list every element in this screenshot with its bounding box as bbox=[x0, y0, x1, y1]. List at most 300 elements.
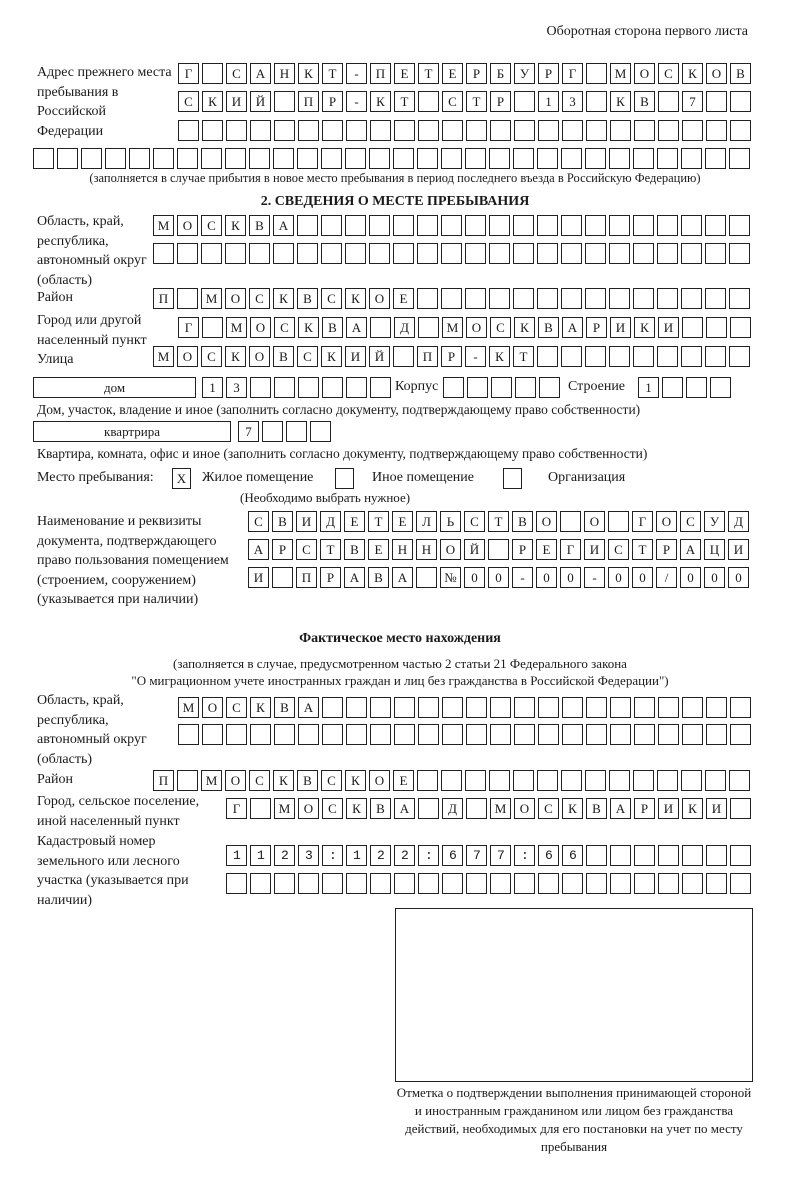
char-cell[interactable]: К bbox=[346, 798, 367, 819]
char-cell[interactable]: П bbox=[296, 567, 317, 588]
char-cell[interactable]: - bbox=[346, 63, 367, 84]
char-cell[interactable] bbox=[513, 148, 534, 169]
char-cell[interactable] bbox=[441, 288, 462, 309]
char-cell[interactable]: А bbox=[273, 215, 294, 236]
char-cell[interactable]: М bbox=[274, 798, 295, 819]
char-cell[interactable] bbox=[345, 243, 366, 264]
char-cell[interactable] bbox=[226, 120, 247, 141]
char-cell[interactable] bbox=[394, 120, 415, 141]
char-cell[interactable] bbox=[274, 120, 295, 141]
char-cell[interactable] bbox=[682, 697, 703, 718]
char-cell[interactable]: С bbox=[464, 511, 485, 532]
char-cell[interactable] bbox=[321, 215, 342, 236]
char-cell[interactable]: И bbox=[248, 567, 269, 588]
char-cell[interactable] bbox=[394, 845, 415, 866]
char-cell[interactable] bbox=[370, 317, 391, 338]
char-cell[interactable] bbox=[490, 873, 511, 894]
char-cell[interactable] bbox=[249, 148, 270, 169]
char-cell[interactable] bbox=[706, 120, 727, 141]
char-cell[interactable] bbox=[417, 288, 438, 309]
char-cell[interactable] bbox=[346, 377, 367, 398]
char-cell[interactable]: И bbox=[226, 91, 247, 112]
char-cell[interactable]: Ц bbox=[704, 539, 725, 560]
char-cell[interactable] bbox=[443, 377, 464, 398]
char-cell[interactable]: Д bbox=[728, 511, 749, 532]
char-cell[interactable] bbox=[560, 511, 581, 532]
char-cell[interactable] bbox=[465, 243, 486, 264]
char-cell[interactable]: К bbox=[345, 770, 366, 791]
char-cell[interactable]: О bbox=[225, 288, 246, 309]
char-cell[interactable] bbox=[634, 724, 655, 745]
char-cell[interactable]: С bbox=[201, 346, 222, 367]
char-cell[interactable]: С bbox=[322, 798, 343, 819]
char-cell[interactable] bbox=[658, 845, 679, 866]
char-cell[interactable] bbox=[202, 63, 223, 84]
char-cell[interactable] bbox=[633, 148, 654, 169]
char-cell[interactable]: К bbox=[225, 215, 246, 236]
char-cell[interactable]: Д bbox=[320, 511, 341, 532]
char-cell[interactable]: О bbox=[202, 697, 223, 718]
char-cell[interactable]: Г bbox=[178, 63, 199, 84]
char-cell[interactable]: Т bbox=[488, 511, 509, 532]
char-cell[interactable]: Е bbox=[442, 63, 463, 84]
char-cell[interactable]: С bbox=[297, 346, 318, 367]
char-cell[interactable] bbox=[489, 770, 510, 791]
char-cell[interactable] bbox=[634, 697, 655, 718]
char-cell[interactable]: О bbox=[298, 798, 319, 819]
char-cell[interactable] bbox=[706, 724, 727, 745]
char-cell[interactable]: К bbox=[562, 798, 583, 819]
char-cell[interactable] bbox=[609, 243, 630, 264]
char-cell[interactable]: М bbox=[226, 317, 247, 338]
char-cell[interactable]: Т bbox=[394, 91, 415, 112]
char-cell[interactable]: О bbox=[440, 539, 461, 560]
char-cell[interactable] bbox=[416, 567, 437, 588]
char-cell[interactable]: Т bbox=[466, 91, 487, 112]
char-cell[interactable] bbox=[467, 377, 488, 398]
char-cell[interactable] bbox=[488, 539, 509, 560]
char-cell[interactable]: С bbox=[658, 63, 679, 84]
char-cell[interactable] bbox=[250, 873, 271, 894]
char-cell[interactable]: С bbox=[249, 288, 270, 309]
char-cell[interactable] bbox=[537, 243, 558, 264]
char-cell[interactable]: С bbox=[249, 770, 270, 791]
char-cell[interactable]: Т bbox=[368, 511, 389, 532]
char-cell[interactable] bbox=[634, 845, 655, 866]
char-cell[interactable] bbox=[681, 288, 702, 309]
char-cell[interactable]: М bbox=[153, 346, 174, 367]
char-cell[interactable]: Е bbox=[393, 770, 414, 791]
char-cell[interactable]: Е bbox=[344, 511, 365, 532]
char-cell[interactable]: О bbox=[250, 317, 271, 338]
char-cell[interactable] bbox=[393, 215, 414, 236]
char-cell[interactable]: Р bbox=[272, 539, 293, 560]
char-cell[interactable]: Д bbox=[442, 798, 463, 819]
char-cell[interactable]: Й bbox=[369, 346, 390, 367]
char-cell[interactable] bbox=[730, 798, 751, 819]
char-cell[interactable] bbox=[417, 243, 438, 264]
char-cell[interactable] bbox=[706, 873, 727, 894]
char-cell[interactable] bbox=[681, 346, 702, 367]
char-cell[interactable]: Р bbox=[586, 317, 607, 338]
char-cell[interactable] bbox=[466, 697, 487, 718]
char-cell[interactable] bbox=[274, 724, 295, 745]
char-cell[interactable] bbox=[418, 724, 439, 745]
char-cell[interactable] bbox=[298, 377, 319, 398]
char-cell[interactable]: М bbox=[442, 317, 463, 338]
char-cell[interactable] bbox=[608, 511, 629, 532]
char-cell[interactable] bbox=[273, 148, 294, 169]
char-cell[interactable] bbox=[537, 288, 558, 309]
char-cell[interactable]: Г bbox=[632, 511, 653, 532]
char-cell[interactable] bbox=[562, 724, 583, 745]
char-cell[interactable]: Р bbox=[538, 63, 559, 84]
char-cell[interactable] bbox=[490, 724, 511, 745]
char-cell[interactable]: Й bbox=[250, 91, 271, 112]
char-cell[interactable]: Е bbox=[394, 63, 415, 84]
char-cell[interactable]: М bbox=[153, 215, 174, 236]
char-cell[interactable] bbox=[250, 798, 271, 819]
char-cell[interactable]: О bbox=[225, 770, 246, 791]
char-cell[interactable] bbox=[489, 288, 510, 309]
char-cell[interactable]: В bbox=[634, 91, 655, 112]
char-cell[interactable] bbox=[537, 770, 558, 791]
char-cell[interactable] bbox=[466, 845, 487, 866]
char-cell[interactable] bbox=[657, 148, 678, 169]
char-cell[interactable] bbox=[610, 120, 631, 141]
char-cell[interactable] bbox=[586, 873, 607, 894]
char-cell[interactable] bbox=[490, 845, 511, 866]
char-cell[interactable] bbox=[730, 317, 751, 338]
char-cell[interactable] bbox=[658, 724, 679, 745]
char-cell[interactable]: С bbox=[321, 288, 342, 309]
char-cell[interactable]: Н bbox=[274, 63, 295, 84]
char-cell[interactable] bbox=[539, 377, 560, 398]
char-cell[interactable] bbox=[369, 215, 390, 236]
char-cell[interactable] bbox=[657, 243, 678, 264]
char-cell[interactable] bbox=[729, 243, 750, 264]
char-cell[interactable]: О bbox=[249, 346, 270, 367]
char-cell[interactable]: Р bbox=[634, 798, 655, 819]
char-cell[interactable] bbox=[297, 148, 318, 169]
char-cell[interactable] bbox=[274, 377, 295, 398]
char-cell[interactable] bbox=[418, 873, 439, 894]
char-cell[interactable] bbox=[513, 243, 534, 264]
char-cell[interactable] bbox=[705, 148, 726, 169]
char-cell[interactable] bbox=[418, 798, 439, 819]
char-cell[interactable]: 0 bbox=[632, 567, 653, 588]
char-cell[interactable]: В bbox=[273, 346, 294, 367]
char-cell[interactable]: С bbox=[680, 511, 701, 532]
char-cell[interactable]: Р bbox=[466, 63, 487, 84]
char-cell[interactable] bbox=[298, 724, 319, 745]
char-cell[interactable]: 0 bbox=[704, 567, 725, 588]
char-cell[interactable]: О bbox=[656, 511, 677, 532]
char-cell[interactable]: В bbox=[538, 317, 559, 338]
char-cell[interactable]: Г bbox=[562, 63, 583, 84]
char-cell[interactable] bbox=[322, 120, 343, 141]
char-cell[interactable] bbox=[706, 697, 727, 718]
char-cell[interactable]: - bbox=[584, 567, 605, 588]
char-cell[interactable] bbox=[202, 317, 223, 338]
char-cell[interactable]: А bbox=[344, 567, 365, 588]
char-cell[interactable] bbox=[729, 346, 750, 367]
char-cell[interactable] bbox=[272, 567, 293, 588]
char-cell[interactable] bbox=[682, 317, 703, 338]
char-cell[interactable] bbox=[153, 148, 174, 169]
char-cell[interactable]: П bbox=[153, 770, 174, 791]
char-cell[interactable] bbox=[442, 873, 463, 894]
char-cell[interactable]: Р bbox=[441, 346, 462, 367]
char-cell[interactable] bbox=[393, 148, 414, 169]
char-cell[interactable] bbox=[298, 120, 319, 141]
char-cell[interactable]: 0 bbox=[560, 567, 581, 588]
char-cell[interactable]: Г bbox=[226, 798, 247, 819]
char-cell[interactable] bbox=[466, 120, 487, 141]
char-cell[interactable]: В bbox=[368, 567, 389, 588]
char-cell[interactable] bbox=[514, 91, 535, 112]
char-cell[interactable] bbox=[633, 770, 654, 791]
char-cell[interactable]: О bbox=[177, 215, 198, 236]
char-cell[interactable] bbox=[250, 377, 271, 398]
char-cell[interactable]: К bbox=[273, 770, 294, 791]
char-cell[interactable] bbox=[370, 845, 391, 866]
char-cell[interactable] bbox=[274, 91, 295, 112]
char-cell[interactable]: 1 bbox=[202, 377, 223, 398]
char-cell[interactable]: Р bbox=[322, 91, 343, 112]
char-cell[interactable]: О bbox=[369, 288, 390, 309]
char-cell[interactable] bbox=[586, 845, 607, 866]
char-cell[interactable] bbox=[489, 243, 510, 264]
char-cell[interactable]: П bbox=[153, 288, 174, 309]
char-cell[interactable]: Е bbox=[392, 511, 413, 532]
char-cell[interactable]: С bbox=[226, 63, 247, 84]
char-cell[interactable] bbox=[178, 724, 199, 745]
char-cell[interactable]: С bbox=[274, 317, 295, 338]
char-cell[interactable] bbox=[610, 873, 631, 894]
char-cell[interactable]: 0 bbox=[728, 567, 749, 588]
char-cell[interactable]: А bbox=[392, 567, 413, 588]
char-cell[interactable] bbox=[586, 120, 607, 141]
char-cell[interactable] bbox=[609, 346, 630, 367]
char-cell[interactable]: 7 bbox=[238, 421, 259, 442]
char-cell[interactable] bbox=[370, 120, 391, 141]
char-cell[interactable]: - bbox=[346, 91, 367, 112]
char-cell[interactable] bbox=[513, 215, 534, 236]
char-cell[interactable] bbox=[658, 120, 679, 141]
char-cell[interactable] bbox=[585, 243, 606, 264]
char-cell[interactable]: К bbox=[345, 288, 366, 309]
char-cell[interactable] bbox=[633, 215, 654, 236]
char-cell[interactable]: А bbox=[680, 539, 701, 560]
stay-option-residential-checkbox[interactable]: X bbox=[172, 468, 191, 489]
char-cell[interactable]: Т bbox=[632, 539, 653, 560]
char-cell[interactable]: А bbox=[562, 317, 583, 338]
char-cell[interactable] bbox=[286, 421, 307, 442]
char-cell[interactable]: К bbox=[202, 91, 223, 112]
char-cell[interactable] bbox=[658, 91, 679, 112]
char-cell[interactable] bbox=[729, 215, 750, 236]
char-cell[interactable] bbox=[250, 845, 271, 866]
char-cell[interactable]: Р bbox=[656, 539, 677, 560]
char-cell[interactable]: 0 bbox=[536, 567, 557, 588]
char-cell[interactable] bbox=[634, 873, 655, 894]
char-cell[interactable]: 1 bbox=[538, 91, 559, 112]
char-cell[interactable] bbox=[561, 148, 582, 169]
char-cell[interactable]: А bbox=[248, 539, 269, 560]
char-cell[interactable] bbox=[609, 148, 630, 169]
char-cell[interactable] bbox=[537, 215, 558, 236]
char-cell[interactable] bbox=[706, 91, 727, 112]
char-cell[interactable] bbox=[418, 120, 439, 141]
char-cell[interactable] bbox=[633, 346, 654, 367]
char-cell[interactable]: К bbox=[610, 91, 631, 112]
char-cell[interactable] bbox=[585, 215, 606, 236]
char-cell[interactable] bbox=[226, 873, 247, 894]
char-cell[interactable] bbox=[322, 697, 343, 718]
char-cell[interactable] bbox=[274, 845, 295, 866]
char-cell[interactable] bbox=[489, 215, 510, 236]
char-cell[interactable]: 0 bbox=[464, 567, 485, 588]
char-cell[interactable] bbox=[153, 243, 174, 264]
char-cell[interactable]: К bbox=[682, 798, 703, 819]
char-cell[interactable] bbox=[346, 845, 367, 866]
char-cell[interactable] bbox=[442, 697, 463, 718]
char-cell[interactable] bbox=[681, 243, 702, 264]
char-cell[interactable]: К bbox=[225, 346, 246, 367]
char-cell[interactable]: П bbox=[417, 346, 438, 367]
char-cell[interactable] bbox=[706, 845, 727, 866]
char-cell[interactable] bbox=[610, 697, 631, 718]
char-cell[interactable]: В bbox=[730, 63, 751, 84]
char-cell[interactable] bbox=[441, 148, 462, 169]
char-cell[interactable]: В bbox=[272, 511, 293, 532]
char-cell[interactable]: О bbox=[369, 770, 390, 791]
char-cell[interactable]: Е bbox=[393, 288, 414, 309]
char-cell[interactable]: Е bbox=[536, 539, 557, 560]
char-cell[interactable]: О bbox=[177, 346, 198, 367]
char-cell[interactable] bbox=[609, 215, 630, 236]
char-cell[interactable]: 0 bbox=[608, 567, 629, 588]
char-cell[interactable]: П bbox=[298, 91, 319, 112]
char-cell[interactable] bbox=[729, 288, 750, 309]
char-cell[interactable] bbox=[682, 873, 703, 894]
char-cell[interactable] bbox=[515, 377, 536, 398]
char-cell[interactable] bbox=[538, 845, 559, 866]
char-cell[interactable]: А bbox=[250, 63, 271, 84]
char-cell[interactable] bbox=[418, 91, 439, 112]
char-cell[interactable] bbox=[514, 724, 535, 745]
char-cell[interactable] bbox=[561, 346, 582, 367]
char-cell[interactable]: И bbox=[584, 539, 605, 560]
char-cell[interactable] bbox=[561, 215, 582, 236]
char-cell[interactable] bbox=[585, 288, 606, 309]
char-cell[interactable] bbox=[226, 724, 247, 745]
char-cell[interactable]: Р bbox=[512, 539, 533, 560]
char-cell[interactable] bbox=[370, 377, 391, 398]
char-cell[interactable]: В bbox=[297, 288, 318, 309]
char-cell[interactable]: С bbox=[226, 697, 247, 718]
char-cell[interactable] bbox=[394, 697, 415, 718]
char-cell[interactable] bbox=[225, 243, 246, 264]
char-cell[interactable] bbox=[657, 346, 678, 367]
char-cell[interactable] bbox=[561, 243, 582, 264]
char-cell[interactable]: В bbox=[297, 770, 318, 791]
char-cell[interactable] bbox=[345, 148, 366, 169]
char-cell[interactable] bbox=[681, 215, 702, 236]
char-cell[interactable]: Е bbox=[368, 539, 389, 560]
char-cell[interactable] bbox=[538, 873, 559, 894]
char-cell[interactable]: К bbox=[682, 63, 703, 84]
apartment-type-box[interactable]: квартрира bbox=[33, 421, 231, 442]
char-cell[interactable]: М bbox=[178, 697, 199, 718]
char-cell[interactable] bbox=[514, 697, 535, 718]
char-cell[interactable]: О bbox=[514, 798, 535, 819]
char-cell[interactable] bbox=[609, 770, 630, 791]
char-cell[interactable]: О bbox=[584, 511, 605, 532]
char-cell[interactable] bbox=[466, 724, 487, 745]
char-cell[interactable]: И bbox=[706, 798, 727, 819]
char-cell[interactable]: К bbox=[250, 697, 271, 718]
char-cell[interactable] bbox=[586, 63, 607, 84]
char-cell[interactable] bbox=[33, 148, 54, 169]
char-cell[interactable]: М bbox=[201, 288, 222, 309]
char-cell[interactable] bbox=[177, 148, 198, 169]
char-cell[interactable]: У bbox=[514, 63, 535, 84]
char-cell[interactable]: О bbox=[706, 63, 727, 84]
char-cell[interactable]: - bbox=[512, 567, 533, 588]
char-cell[interactable] bbox=[609, 288, 630, 309]
char-cell[interactable]: В bbox=[322, 317, 343, 338]
char-cell[interactable] bbox=[657, 770, 678, 791]
char-cell[interactable] bbox=[225, 148, 246, 169]
char-cell[interactable]: 0 bbox=[488, 567, 509, 588]
char-cell[interactable] bbox=[657, 215, 678, 236]
char-cell[interactable] bbox=[442, 724, 463, 745]
char-cell[interactable] bbox=[610, 724, 631, 745]
char-cell[interactable] bbox=[490, 120, 511, 141]
char-cell[interactable] bbox=[442, 120, 463, 141]
char-cell[interactable] bbox=[730, 697, 751, 718]
char-cell[interactable] bbox=[682, 845, 703, 866]
char-cell[interactable] bbox=[370, 697, 391, 718]
char-cell[interactable]: С bbox=[296, 539, 317, 560]
char-cell[interactable]: И bbox=[728, 539, 749, 560]
char-cell[interactable] bbox=[682, 724, 703, 745]
char-cell[interactable] bbox=[561, 770, 582, 791]
char-cell[interactable]: М bbox=[610, 63, 631, 84]
char-cell[interactable] bbox=[81, 148, 102, 169]
char-cell[interactable] bbox=[730, 845, 751, 866]
char-cell[interactable]: С bbox=[201, 215, 222, 236]
char-cell[interactable] bbox=[418, 697, 439, 718]
char-cell[interactable] bbox=[394, 873, 415, 894]
char-cell[interactable] bbox=[586, 697, 607, 718]
char-cell[interactable] bbox=[298, 873, 319, 894]
char-cell[interactable]: 0 bbox=[680, 567, 701, 588]
char-cell[interactable]: И bbox=[296, 511, 317, 532]
char-cell[interactable] bbox=[201, 243, 222, 264]
char-cell[interactable] bbox=[514, 120, 535, 141]
char-cell[interactable] bbox=[321, 243, 342, 264]
char-cell[interactable] bbox=[466, 798, 487, 819]
char-cell[interactable]: К bbox=[298, 317, 319, 338]
char-cell[interactable] bbox=[514, 873, 535, 894]
char-cell[interactable] bbox=[262, 421, 283, 442]
char-cell[interactable]: А bbox=[298, 697, 319, 718]
char-cell[interactable] bbox=[273, 243, 294, 264]
char-cell[interactable]: К bbox=[514, 317, 535, 338]
